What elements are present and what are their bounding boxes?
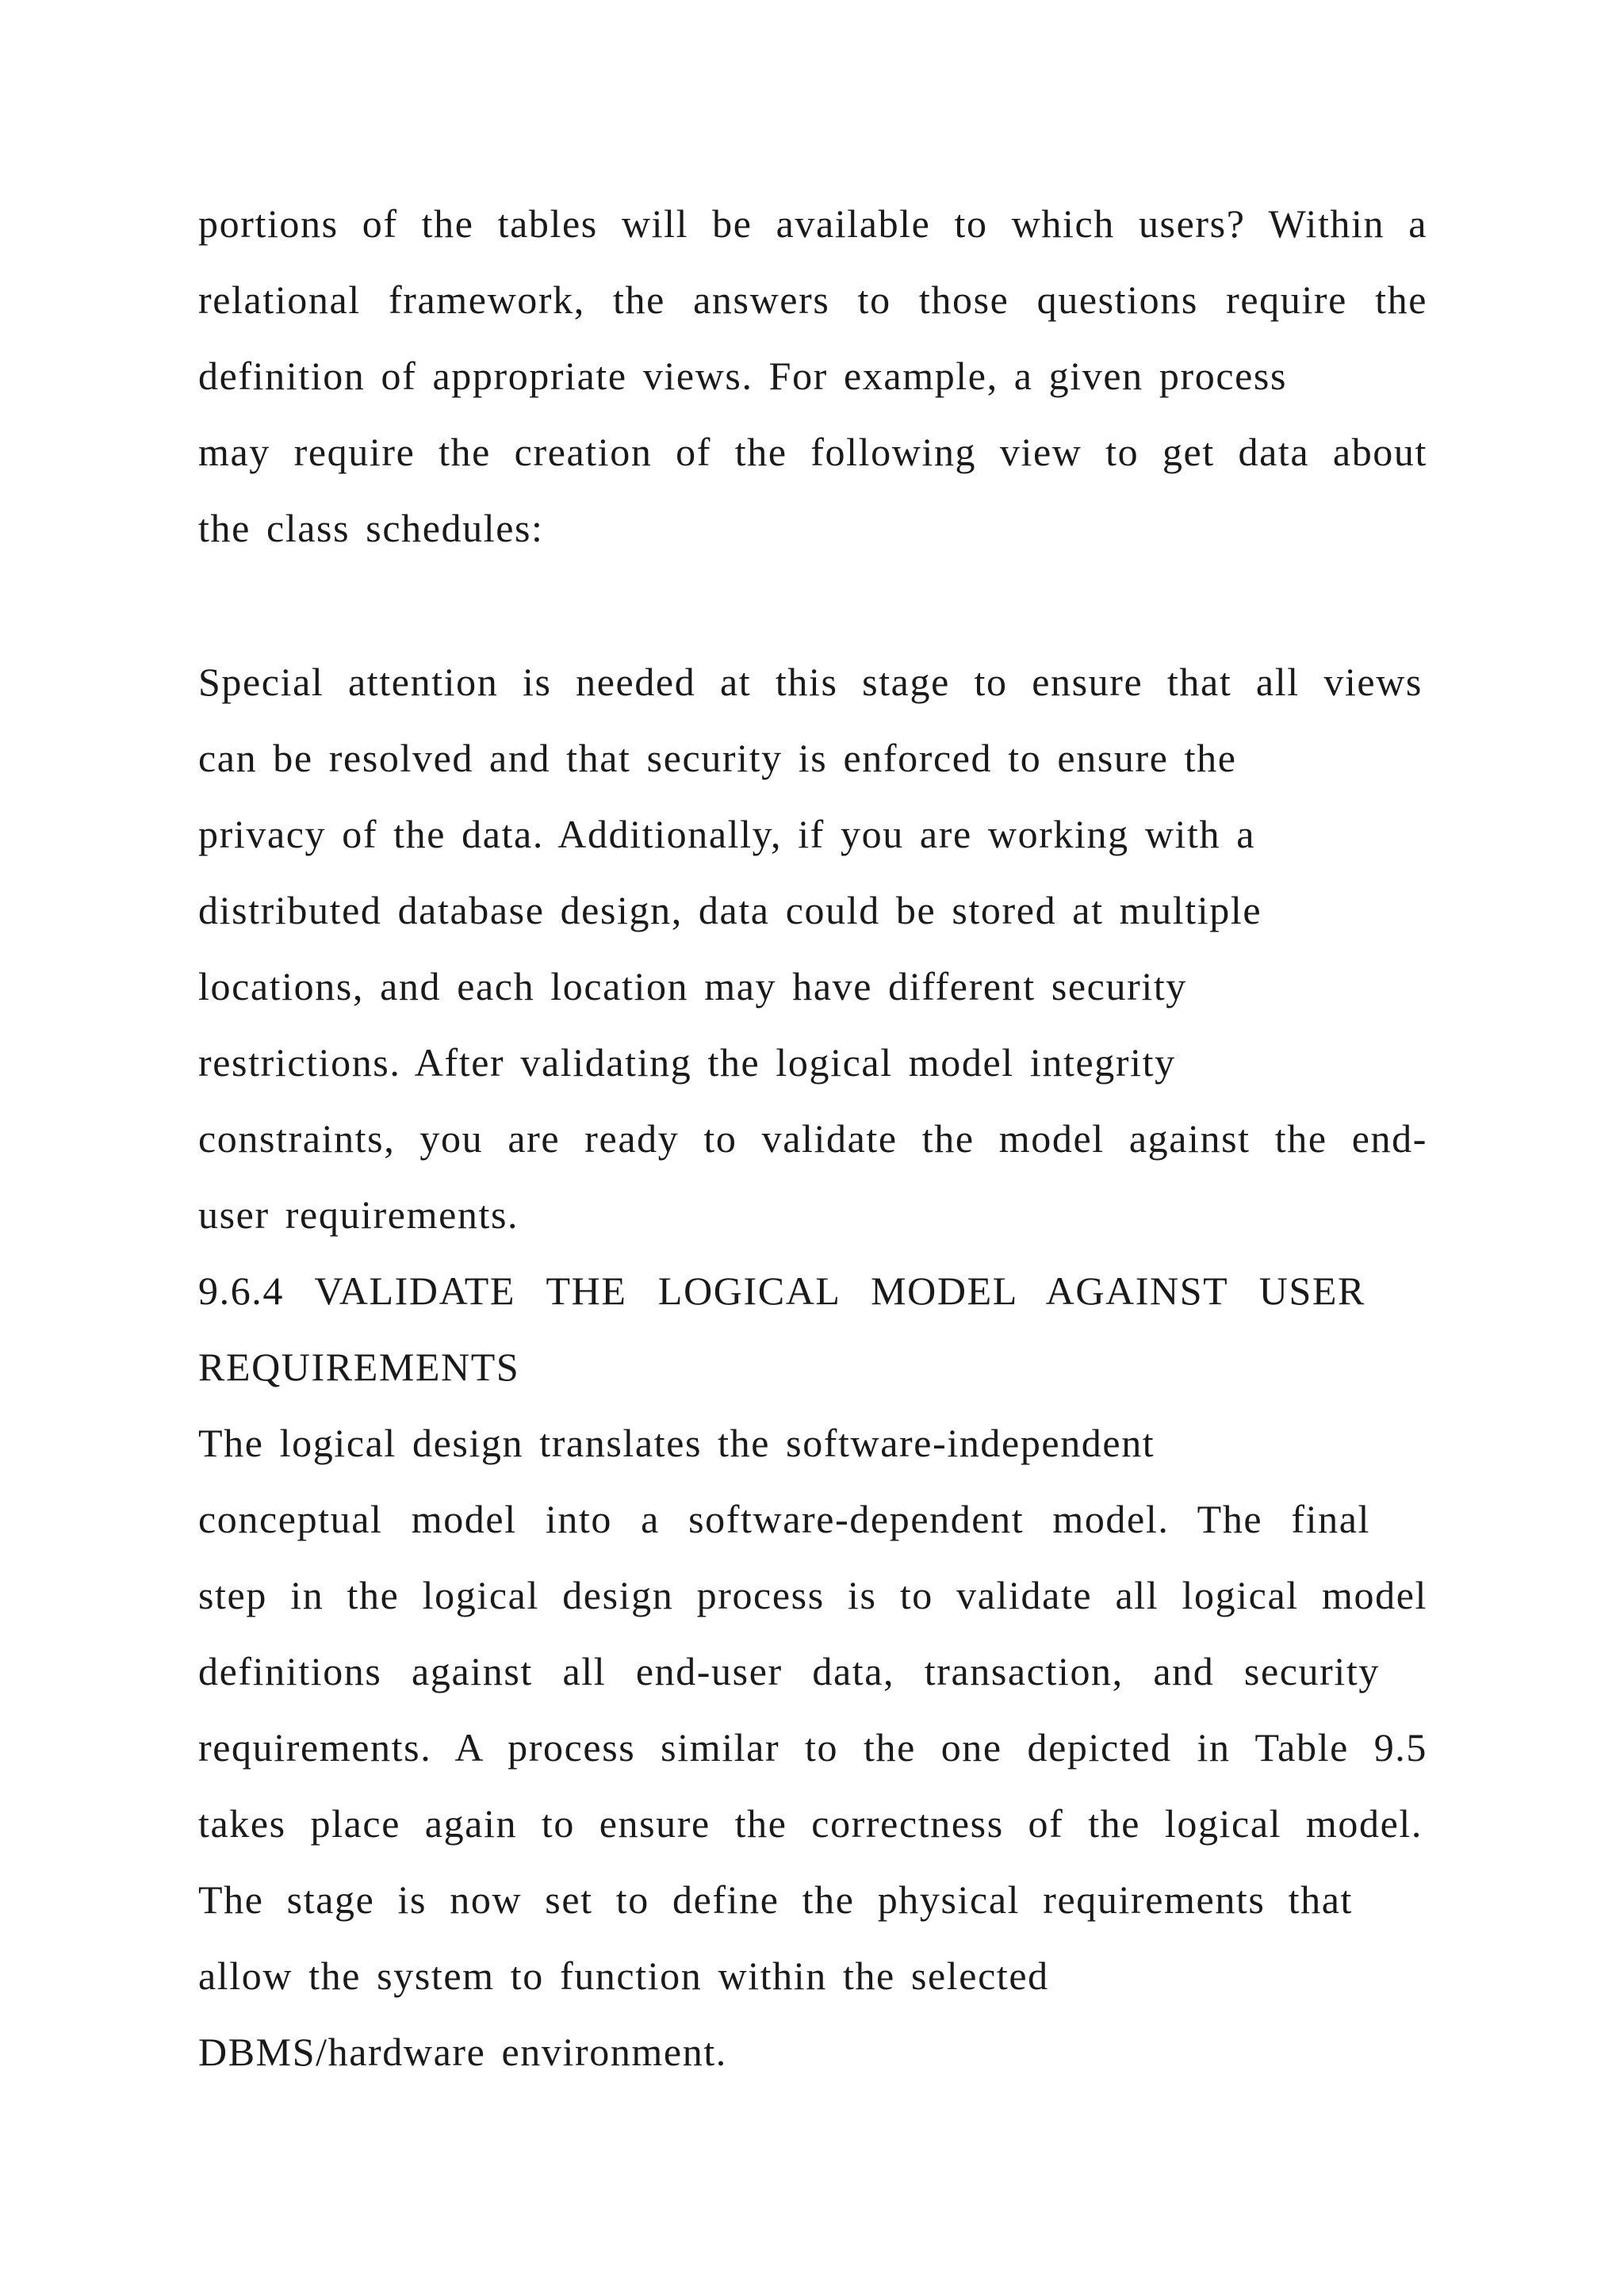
- paragraph-2-line-8: user requirements.: [198, 1192, 519, 1237]
- paragraph-2-line-4: distributed database design, data could be stored at multiple: [198, 888, 1262, 932]
- final-paragraph-line-1: The logical design translates the software-independent: [198, 1421, 1155, 1465]
- paragraph-2-line-7: constraints, you are ready to validate the model against the end-: [198, 1116, 1427, 1161]
- paragraph-2-line-2: can be resolved and that security is enforced to ensure the: [198, 736, 1237, 780]
- final-paragraph-line-6: takes place again to ensure the correctness of the logical model.: [198, 1801, 1423, 1846]
- final-paragraph-line-4: definitions against all end-user data, transaction, and security: [198, 1649, 1380, 1693]
- final-paragraph-line-3: step in the logical design process is to validate all logical model: [198, 1573, 1427, 1617]
- final-paragraph-line-7: The stage is now set to define the physical requirements that: [198, 1877, 1353, 1922]
- paragraph-2-line-3: privacy of the data. Additionally, if you are working with a: [198, 812, 1256, 856]
- paragraph-1-line-2: relational framework, the answers to those questions require the: [198, 277, 1427, 322]
- final-paragraph-line-9: DBMS/hardware environment.: [198, 2030, 727, 2074]
- section-heading-line-2: REQUIREMENTS: [198, 1345, 520, 1389]
- paragraph-1-line-4: may require the creation of the following view to get data about: [198, 430, 1427, 474]
- paragraph-1-line-5: the class schedules:: [198, 506, 544, 550]
- section-heading-line-1: 9.6.4 VALIDATE THE LOGICAL MODEL AGAINST USER: [198, 1269, 1365, 1313]
- paragraph-2-line-5: locations, and each location may have different security: [198, 964, 1187, 1008]
- final-paragraph-line-8: allow the system to function within the selected: [198, 1954, 1049, 1998]
- final-paragraph-line-5: requirements. A process similar to the one depicted in Table 9.5: [198, 1725, 1427, 1770]
- paragraph-2-line-1: Special attention is needed at this stage to ensure that all views: [198, 660, 1423, 704]
- final-paragraph-line-2: conceptual model into a software-dependent model. The final: [198, 1497, 1370, 1541]
- paragraph-1-line-1: portions of the tables will be available to which users? Within a: [198, 201, 1427, 246]
- paragraph-2-line-6: restrictions. After validating the logical model integrity: [198, 1040, 1176, 1085]
- paragraph-1-line-3: definition of appropriate views. For example, a given process: [198, 354, 1288, 398]
